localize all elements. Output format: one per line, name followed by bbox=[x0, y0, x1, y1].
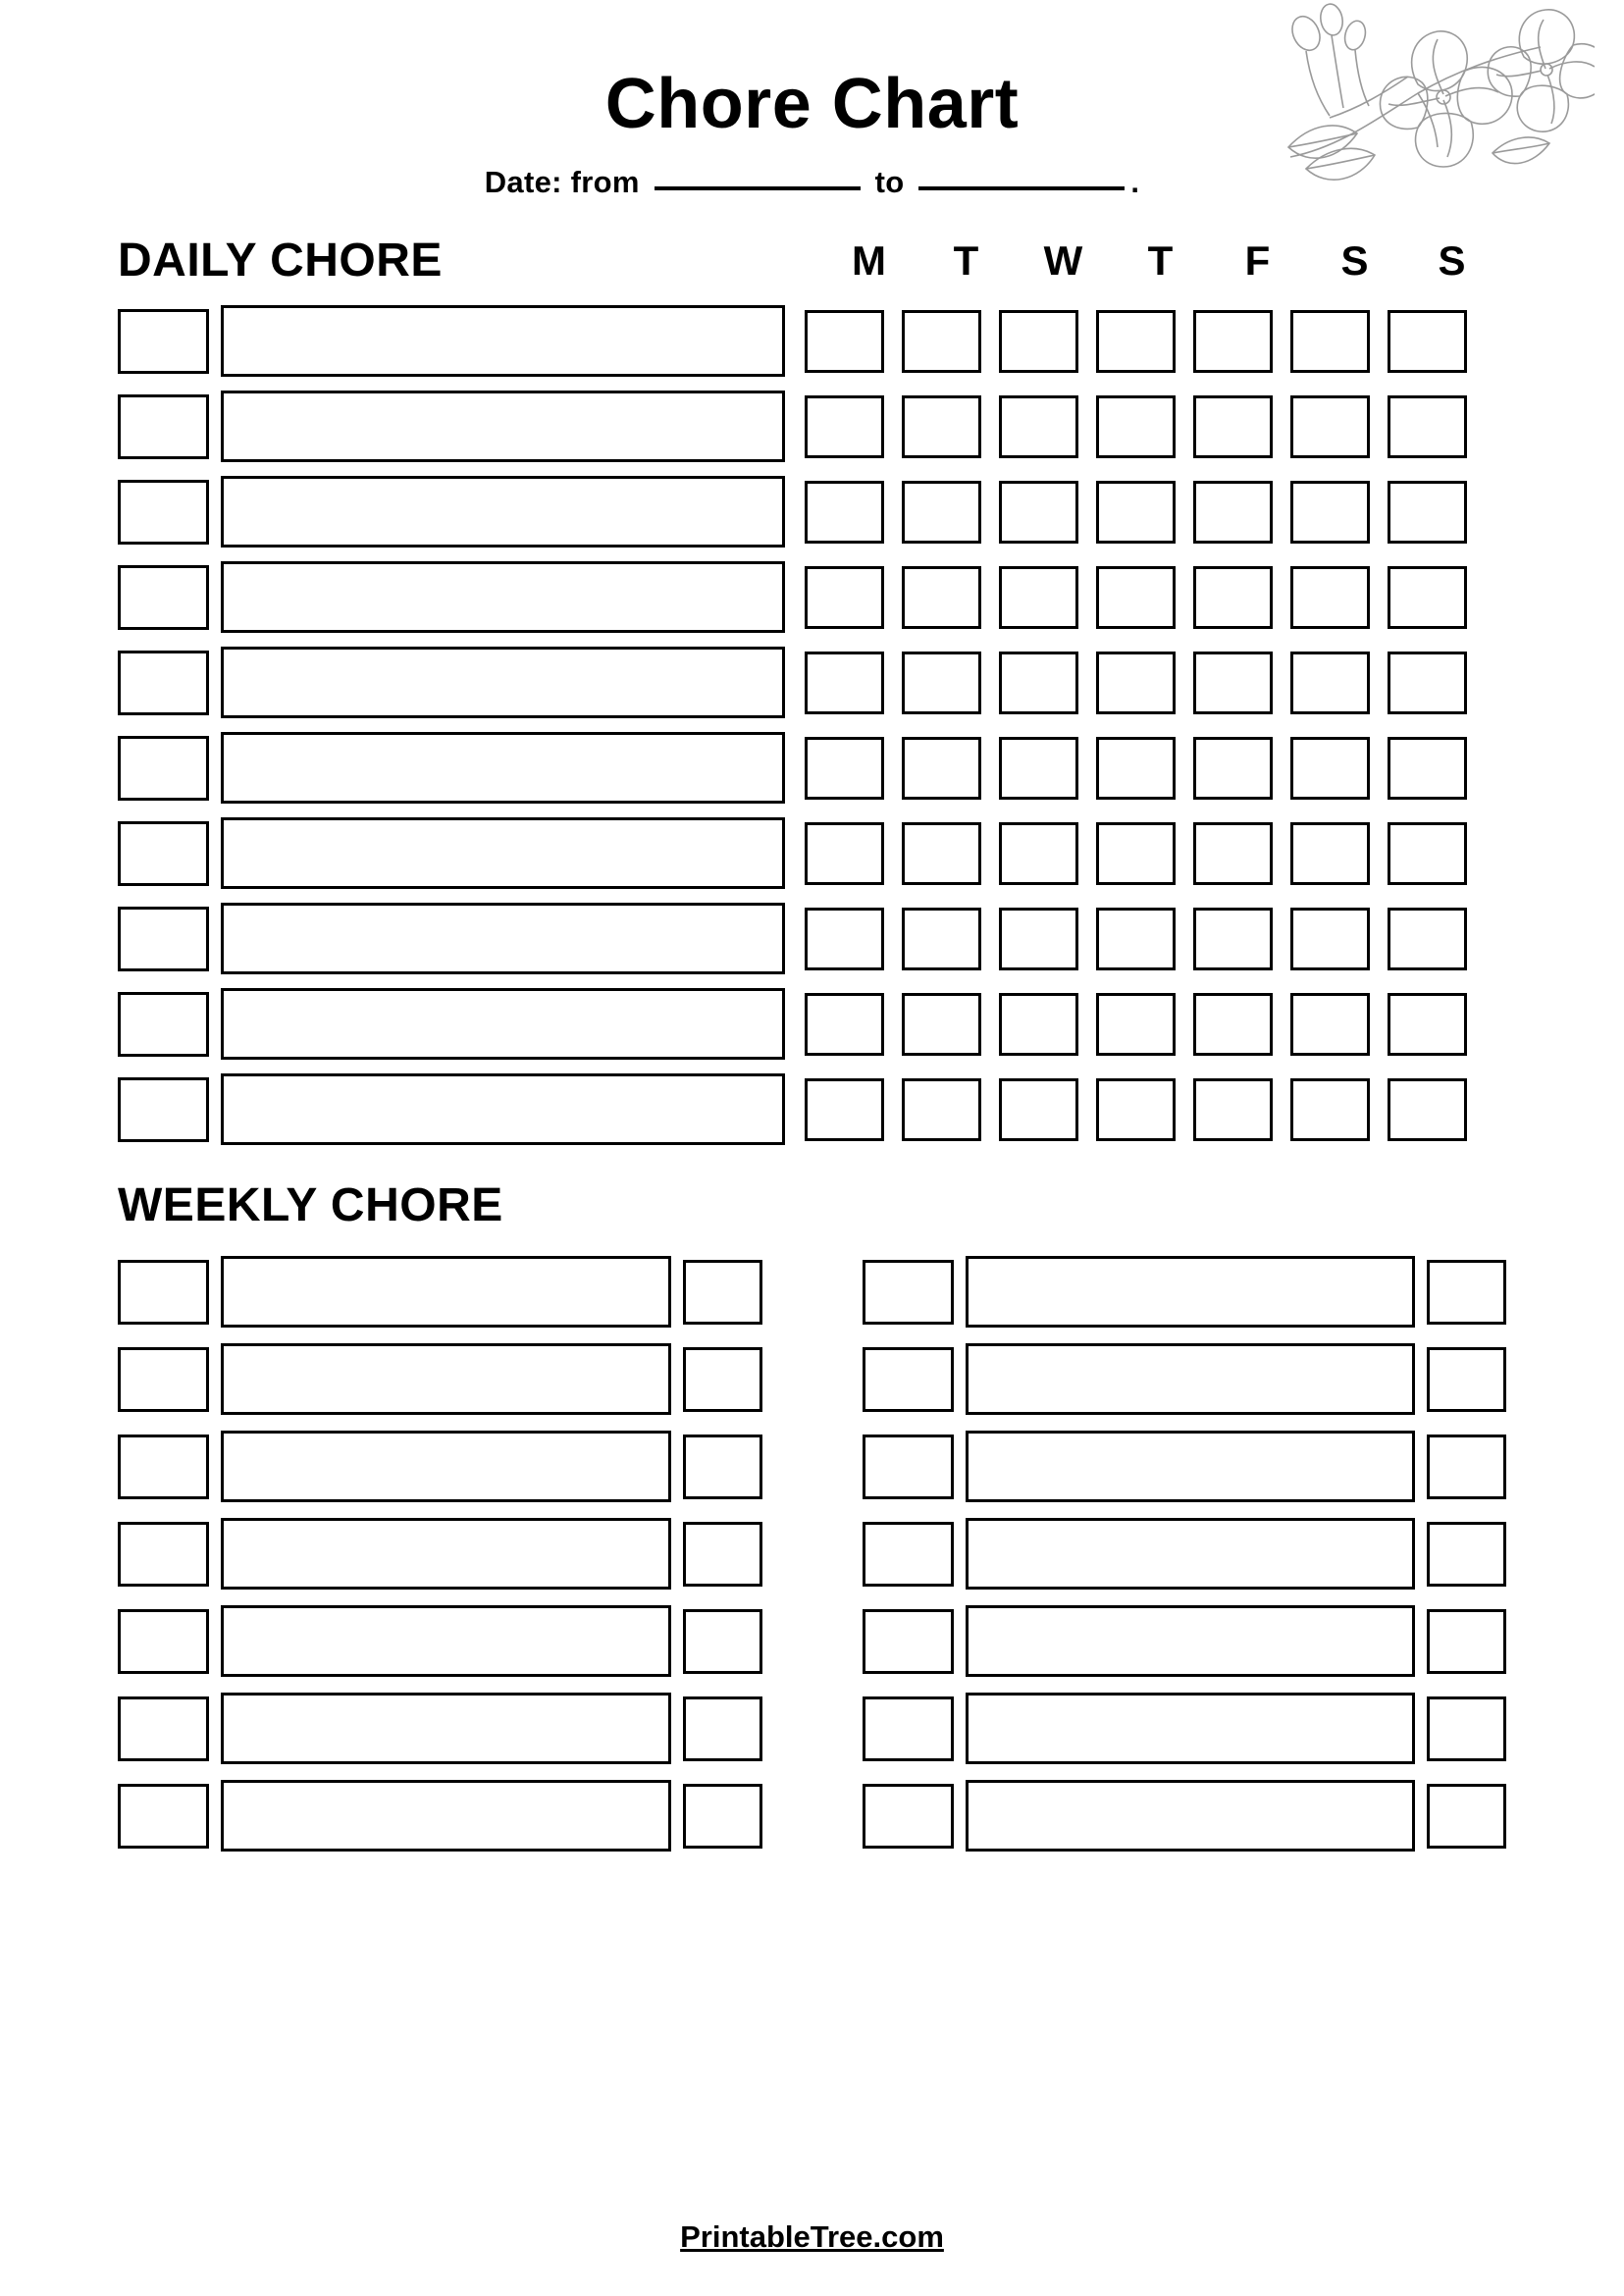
weekly-chore-checkbox[interactable] bbox=[863, 1347, 954, 1412]
daily-chore-row bbox=[118, 647, 1506, 718]
weekday-monday: M bbox=[852, 236, 886, 284]
weekly-chore-name-field[interactable] bbox=[221, 1256, 671, 1328]
daily-chore-name-field[interactable] bbox=[221, 732, 785, 804]
daily-chore-day-checkbox[interactable] bbox=[902, 1078, 981, 1141]
daily-chore-day-checkbox[interactable] bbox=[1388, 822, 1467, 885]
daily-chore-day-checkbox[interactable] bbox=[805, 395, 884, 458]
daily-chore-day-checkbox[interactable] bbox=[902, 481, 981, 544]
daily-chore-day-checkbox[interactable] bbox=[1388, 481, 1467, 544]
daily-chore-day-checkbox[interactable] bbox=[902, 310, 981, 373]
weekly-chore-name-field[interactable] bbox=[966, 1343, 1416, 1415]
daily-chore-day-checkbox[interactable] bbox=[1193, 908, 1273, 970]
weekday-wednesday: W bbox=[1043, 236, 1083, 284]
daily-chore-day-checkbox[interactable] bbox=[1290, 566, 1370, 629]
weekly-chore-name-field[interactable] bbox=[221, 1431, 671, 1502]
weekly-chore-done-checkbox[interactable] bbox=[683, 1696, 762, 1761]
daily-chore-day-boxes bbox=[805, 395, 1467, 458]
daily-chore-day-boxes bbox=[805, 310, 1467, 373]
daily-chore-checkbox[interactable] bbox=[118, 992, 209, 1057]
daily-chore-checkbox[interactable] bbox=[118, 309, 209, 374]
daily-chore-day-checkbox[interactable] bbox=[1290, 908, 1370, 970]
daily-chore-name-field[interactable] bbox=[221, 1073, 785, 1145]
page-footer bbox=[0, 2219, 1624, 2255]
daily-chore-day-boxes bbox=[805, 652, 1467, 714]
daily-chore-day-checkbox[interactable] bbox=[999, 310, 1078, 373]
daily-chore-day-checkbox[interactable] bbox=[1388, 737, 1467, 800]
weekly-chore-name-field[interactable] bbox=[966, 1431, 1416, 1502]
daily-chore-day-checkbox[interactable] bbox=[902, 737, 981, 800]
weekly-chore-heading: WEEKLY CHORE bbox=[118, 1179, 503, 1231]
daily-chore-day-checkbox[interactable] bbox=[1290, 395, 1370, 458]
weekly-chore-checkbox[interactable] bbox=[118, 1347, 209, 1412]
daily-chore-name-field[interactable] bbox=[221, 988, 785, 1060]
daily-chore-day-checkbox[interactable] bbox=[1193, 652, 1273, 714]
date-from-blank[interactable] bbox=[655, 186, 861, 190]
daily-chore-day-checkbox[interactable] bbox=[1193, 822, 1273, 885]
daily-chore-day-checkbox[interactable] bbox=[999, 481, 1078, 544]
daily-chore-day-checkbox[interactable] bbox=[1096, 395, 1176, 458]
weekly-chore-row bbox=[118, 1518, 762, 1590]
weekly-chore-name-field[interactable] bbox=[966, 1605, 1416, 1677]
daily-chore-day-checkbox[interactable] bbox=[902, 993, 981, 1056]
date-end-period: . bbox=[1130, 165, 1140, 199]
daily-chore-day-checkbox[interactable] bbox=[1096, 652, 1176, 714]
weekly-chore-done-checkbox[interactable] bbox=[683, 1260, 762, 1325]
daily-chore-day-boxes bbox=[805, 993, 1467, 1056]
daily-chore-day-checkbox[interactable] bbox=[1290, 481, 1370, 544]
weekly-chore-done-checkbox[interactable] bbox=[683, 1784, 762, 1849]
weekly-chore-row bbox=[118, 1343, 762, 1415]
daily-chore-day-checkbox[interactable] bbox=[902, 395, 981, 458]
daily-chore-day-checkbox[interactable] bbox=[999, 908, 1078, 970]
weekly-chore-row bbox=[863, 1343, 1507, 1415]
weekly-chore-row bbox=[118, 1605, 762, 1677]
weekly-chore-name-field[interactable] bbox=[966, 1518, 1416, 1590]
daily-chore-day-checkbox[interactable] bbox=[1096, 993, 1176, 1056]
weekly-chore-checkbox[interactable] bbox=[118, 1260, 209, 1325]
daily-chore-checkbox[interactable] bbox=[118, 907, 209, 971]
daily-chore-day-checkbox[interactable] bbox=[1290, 737, 1370, 800]
weekly-chore-row bbox=[863, 1431, 1507, 1502]
weekly-chore-name-field[interactable] bbox=[221, 1605, 671, 1677]
daily-chore-row bbox=[118, 391, 1506, 462]
weekly-chore-row bbox=[118, 1693, 762, 1764]
daily-chore-day-checkbox[interactable] bbox=[999, 566, 1078, 629]
daily-chore-day-checkbox[interactable] bbox=[902, 908, 981, 970]
daily-chore-row bbox=[118, 305, 1506, 377]
daily-chore-day-checkbox[interactable] bbox=[1290, 993, 1370, 1056]
daily-chore-day-checkbox[interactable] bbox=[805, 652, 884, 714]
daily-chore-row bbox=[118, 903, 1506, 974]
daily-chore-checkbox[interactable] bbox=[118, 480, 209, 545]
daily-chore-checkbox[interactable] bbox=[118, 1077, 209, 1142]
daily-chore-name-field[interactable] bbox=[221, 561, 785, 633]
daily-chore-day-checkbox[interactable] bbox=[1388, 652, 1467, 714]
daily-chore-day-checkbox[interactable] bbox=[999, 652, 1078, 714]
daily-chore-day-checkbox[interactable] bbox=[1193, 481, 1273, 544]
weekly-chore-checkbox[interactable] bbox=[863, 1609, 954, 1674]
weekly-chore-done-checkbox[interactable] bbox=[1427, 1260, 1506, 1325]
daily-chore-day-checkbox[interactable] bbox=[805, 993, 884, 1056]
daily-chore-day-checkbox[interactable] bbox=[1193, 566, 1273, 629]
weekly-chore-checkbox[interactable] bbox=[118, 1435, 209, 1499]
daily-chore-day-checkbox[interactable] bbox=[805, 908, 884, 970]
daily-chore-day-checkbox[interactable] bbox=[1388, 566, 1467, 629]
date-from-label: Date: from bbox=[484, 165, 640, 199]
floral-decoration-icon bbox=[1271, 0, 1595, 226]
daily-chore-day-checkbox[interactable] bbox=[999, 822, 1078, 885]
daily-chore-day-checkbox[interactable] bbox=[1388, 993, 1467, 1056]
daily-chore-day-checkbox[interactable] bbox=[1096, 1078, 1176, 1141]
daily-chore-day-checkbox[interactable] bbox=[805, 737, 884, 800]
weekly-column-left bbox=[118, 1256, 762, 1867]
daily-chore-day-checkbox[interactable] bbox=[1388, 908, 1467, 970]
daily-chore-day-checkbox[interactable] bbox=[805, 566, 884, 629]
daily-chore-day-boxes bbox=[805, 481, 1467, 544]
weekly-chore-row bbox=[118, 1256, 762, 1328]
weekly-chore-done-checkbox[interactable] bbox=[1427, 1347, 1506, 1412]
weekly-chore-row bbox=[863, 1693, 1507, 1764]
daily-chore-day-checkbox[interactable] bbox=[1388, 310, 1467, 373]
daily-chore-row bbox=[118, 561, 1506, 633]
weekly-chore-checkbox[interactable] bbox=[118, 1522, 209, 1587]
daily-chore-header bbox=[118, 234, 1506, 287]
daily-chore-day-checkbox[interactable] bbox=[1096, 908, 1176, 970]
daily-chore-day-checkbox[interactable] bbox=[902, 652, 981, 714]
daily-chore-name-field[interactable] bbox=[221, 903, 785, 974]
printabletree-link[interactable]: PrintableTree.com bbox=[680, 2219, 944, 2254]
weekday-friday: F bbox=[1244, 236, 1271, 284]
weekly-chore-row bbox=[863, 1605, 1507, 1677]
weekly-chore-done-checkbox[interactable] bbox=[1427, 1784, 1506, 1849]
weekly-chore-name-field[interactable] bbox=[966, 1693, 1416, 1764]
weekly-chore-table bbox=[118, 1256, 1506, 1867]
weekly-chore-name-field[interactable] bbox=[966, 1780, 1416, 1852]
daily-chore-checkbox[interactable] bbox=[118, 651, 209, 715]
weekly-chore-checkbox[interactable] bbox=[863, 1522, 954, 1587]
daily-chore-day-boxes bbox=[805, 1078, 1467, 1141]
weekly-chore-row bbox=[118, 1780, 762, 1852]
weekly-chore-done-checkbox[interactable] bbox=[683, 1435, 762, 1499]
daily-chore-table bbox=[118, 305, 1506, 1145]
weekday-sunday: S bbox=[1438, 236, 1466, 284]
daily-chore-day-checkbox[interactable] bbox=[999, 737, 1078, 800]
weekday-thursday: T bbox=[1147, 236, 1174, 284]
weekly-chore-row bbox=[118, 1431, 762, 1502]
daily-chore-day-checkbox[interactable] bbox=[1193, 993, 1273, 1056]
daily-chore-day-checkbox[interactable] bbox=[1096, 481, 1176, 544]
daily-chore-day-checkbox[interactable] bbox=[805, 481, 884, 544]
weekly-chore-done-checkbox[interactable] bbox=[1427, 1609, 1506, 1674]
weekly-chore-checkbox[interactable] bbox=[863, 1260, 954, 1325]
daily-chore-day-checkbox[interactable] bbox=[1096, 566, 1176, 629]
daily-chore-day-checkbox[interactable] bbox=[1290, 822, 1370, 885]
weekly-chore-name-field[interactable] bbox=[221, 1780, 671, 1852]
page-title: Chore Chart bbox=[604, 65, 1020, 143]
daily-chore-row bbox=[118, 476, 1506, 548]
weekly-chore-done-checkbox[interactable] bbox=[683, 1522, 762, 1587]
weekly-chore-name-field[interactable] bbox=[221, 1693, 671, 1764]
daily-chore-day-checkbox[interactable] bbox=[1096, 822, 1176, 885]
daily-chore-day-checkbox[interactable] bbox=[805, 310, 884, 373]
daily-chore-day-checkbox[interactable] bbox=[1193, 1078, 1273, 1141]
daily-chore-day-checkbox[interactable] bbox=[805, 1078, 884, 1141]
weekly-chore-row bbox=[863, 1780, 1507, 1852]
daily-chore-day-checkbox[interactable] bbox=[999, 993, 1078, 1056]
date-to-blank[interactable] bbox=[918, 186, 1125, 190]
daily-chore-day-boxes bbox=[805, 566, 1467, 629]
weekday-header-row bbox=[820, 237, 1500, 285]
daily-chore-day-checkbox[interactable] bbox=[902, 822, 981, 885]
weekly-chore-checkbox[interactable] bbox=[863, 1784, 954, 1849]
weekly-chore-checkbox[interactable] bbox=[863, 1435, 954, 1499]
date-to-label: to bbox=[874, 165, 905, 199]
weekly-chore-row bbox=[863, 1518, 1507, 1590]
weekly-column-right bbox=[863, 1256, 1507, 1867]
daily-chore-row bbox=[118, 817, 1506, 889]
daily-chore-name-field[interactable] bbox=[221, 476, 785, 548]
daily-chore-checkbox[interactable] bbox=[118, 394, 209, 459]
weekly-chore-name-field[interactable] bbox=[966, 1256, 1416, 1328]
daily-chore-checkbox[interactable] bbox=[118, 821, 209, 886]
daily-chore-row bbox=[118, 732, 1506, 804]
daily-chore-day-boxes bbox=[805, 822, 1467, 885]
daily-chore-day-boxes bbox=[805, 908, 1467, 970]
weekly-chore-done-checkbox[interactable] bbox=[683, 1609, 762, 1674]
weekday-tuesday: T bbox=[953, 236, 979, 284]
daily-chore-row bbox=[118, 988, 1506, 1060]
daily-chore-name-field[interactable] bbox=[221, 305, 785, 377]
daily-chore-day-checkbox[interactable] bbox=[902, 566, 981, 629]
daily-chore-day-boxes bbox=[805, 737, 1467, 800]
daily-chore-day-checkbox[interactable] bbox=[1193, 310, 1273, 373]
daily-chore-day-checkbox[interactable] bbox=[1388, 395, 1467, 458]
weekly-chore-name-field[interactable] bbox=[221, 1518, 671, 1590]
weekly-chore-header bbox=[118, 1178, 1506, 1232]
weekly-chore-row bbox=[863, 1256, 1507, 1328]
daily-chore-day-checkbox[interactable] bbox=[1290, 1078, 1370, 1141]
daily-chore-day-checkbox[interactable] bbox=[1290, 310, 1370, 373]
weekly-chore-done-checkbox[interactable] bbox=[1427, 1696, 1506, 1761]
weekday-saturday: S bbox=[1340, 236, 1369, 284]
weekly-chore-done-checkbox[interactable] bbox=[683, 1347, 762, 1412]
daily-chore-day-checkbox[interactable] bbox=[999, 1078, 1078, 1141]
daily-chore-checkbox[interactable] bbox=[118, 565, 209, 630]
daily-chore-day-checkbox[interactable] bbox=[1096, 310, 1176, 373]
daily-chore-day-checkbox[interactable] bbox=[1193, 737, 1273, 800]
daily-chore-day-checkbox[interactable] bbox=[999, 395, 1078, 458]
daily-chore-day-checkbox[interactable] bbox=[1096, 737, 1176, 800]
daily-chore-name-field[interactable] bbox=[221, 391, 785, 462]
daily-chore-name-field[interactable] bbox=[221, 647, 785, 718]
daily-chore-day-checkbox[interactable] bbox=[1290, 652, 1370, 714]
weekly-chore-done-checkbox[interactable] bbox=[1427, 1435, 1506, 1499]
daily-chore-heading: DAILY CHORE bbox=[118, 235, 443, 287]
weekly-chore-checkbox[interactable] bbox=[118, 1784, 209, 1849]
weekly-chore-done-checkbox[interactable] bbox=[1427, 1522, 1506, 1587]
weekly-chore-name-field[interactable] bbox=[221, 1343, 671, 1415]
weekly-chore-checkbox[interactable] bbox=[118, 1609, 209, 1674]
daily-chore-day-checkbox[interactable] bbox=[1193, 395, 1273, 458]
weekly-chore-checkbox[interactable] bbox=[118, 1696, 209, 1761]
weekly-chore-checkbox[interactable] bbox=[863, 1696, 954, 1761]
daily-chore-name-field[interactable] bbox=[221, 817, 785, 889]
daily-chore-day-checkbox[interactable] bbox=[805, 822, 884, 885]
daily-chore-row bbox=[118, 1073, 1506, 1145]
daily-chore-day-checkbox[interactable] bbox=[1388, 1078, 1467, 1141]
daily-chore-checkbox[interactable] bbox=[118, 736, 209, 801]
